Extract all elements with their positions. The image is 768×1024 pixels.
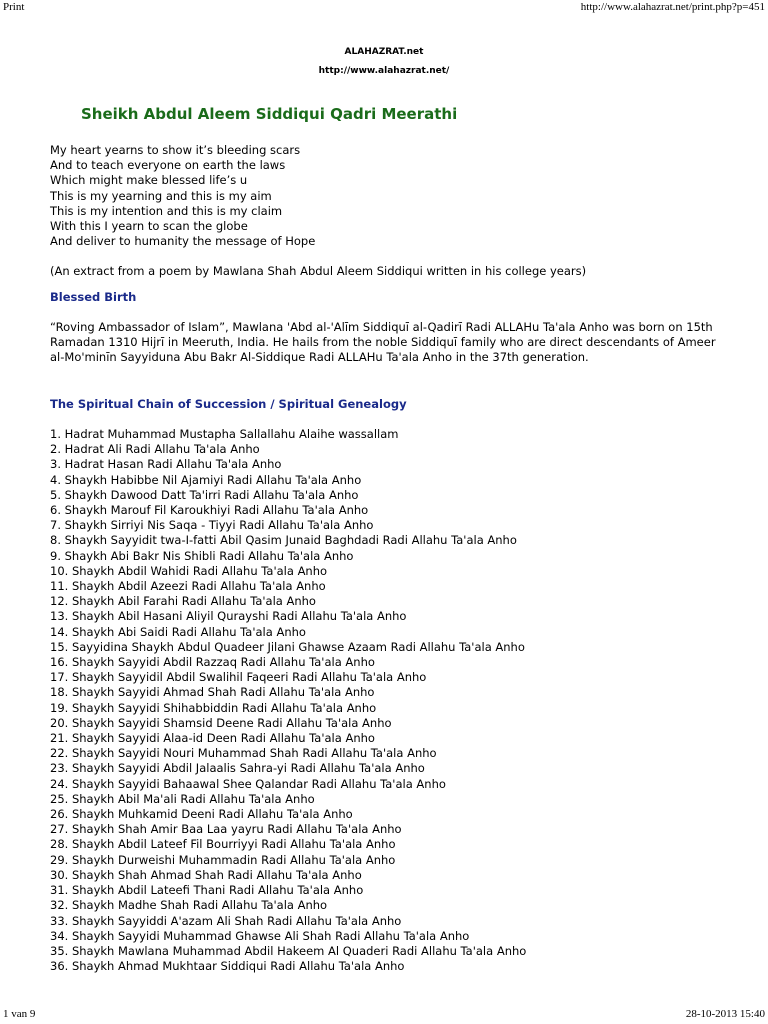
- site-url[interactable]: http://www.alahazrat.net/: [318, 66, 450, 76]
- poem-line: My heart yearns to show it’s bleeding scars: [50, 143, 301, 157]
- list-item: 4. Shaykh Habibbe Nil Ajamiyi Radi Allahu Ta'ala Anho: [50, 472, 362, 487]
- list-item: 21. Shaykh Sayyidi Alaa-id Deen Radi Allahu Ta'ala Anho: [50, 731, 375, 746]
- list-item: 8. Shaykh Sayyidit twa-I-fatti Abil Qasim Junaid Baghdadi Radi Allahu Ta'ala Anho: [50, 533, 517, 548]
- poem-line: With this I yearn to scan the globe: [50, 219, 248, 234]
- list-item: 3. Hadrat Hasan Radi Allahu Ta'ala Anho: [50, 457, 282, 472]
- list-item: 30. Shaykh Shah Ahmad Shah Radi Allahu Ta'ala Anho: [50, 867, 362, 882]
- poem-line: This is my intention and this is my claim: [50, 203, 283, 218]
- list-item: 13. Shaykh Abil Hasani Aliyil Qurayshi Radi Allahu Ta'ala Anho: [50, 609, 407, 624]
- poem-line: And to teach everyone on earth the laws: [50, 158, 286, 173]
- list-item: 10. Shaykh Abdil Wahidi Radi Allahu Ta'ala Anho: [50, 563, 328, 578]
- poem-line: And deliver to humanity the message of Hope: [50, 234, 316, 249]
- print-footer-page: 1 van 9: [3, 1008, 36, 1020]
- list-item: 17. Shaykh Sayyidil Abdil Swalihil Faqeeri Radi Allahu Ta'ala Anho: [50, 670, 427, 685]
- print-header-title: Print: [3, 1, 25, 13]
- list-item: 32. Shaykh Madhe Shah Radi Allahu Ta'ala Anho: [50, 898, 328, 913]
- spiritual-chain-list: [50, 427, 730, 974]
- list-item: 26. Shaykh Muhkamid Deeni Radi Allahu Ta'ala Anho: [50, 807, 353, 822]
- print-header-url: http://www.alahazrat.net/print.php?p=451: [580, 1, 765, 13]
- list-item: 31. Shaykh Abdil Lateefi Thani Radi Allahu Ta'ala Anho: [50, 883, 364, 898]
- list-item: 23. Shaykh Sayyidi Abdil Jalaalis Sahra-yi Radi Allahu Ta'ala Anho: [50, 761, 425, 776]
- list-item: 7. Shaykh Sirriyi Nis Saqa - Tiyyi Radi Allahu Ta'ala Anho: [50, 518, 374, 533]
- list-item: 34. Shaykh Sayyidi Muhammad Ghawse Ali Shah Radi Allahu Ta'ala Anho: [50, 928, 470, 943]
- list-item: 6. Shaykh Marouf Fil Karoukhiyi Radi Allahu Ta'ala Anho: [50, 503, 369, 518]
- poem-extract-note: (An extract from a poem by Mawlana Shah Abdul Aleem Siddiqui written in his college years): [50, 264, 587, 278]
- list-item: 25. Shaykh Abil Ma'ali Radi Allahu Ta'ala Anho: [50, 791, 315, 806]
- list-item: 24. Shaykh Sayyidi Bahaawal Shee Qalandar Radi Allahu Ta'ala Anho: [50, 776, 446, 791]
- section-heading-spiritual-chain: The Spiritual Chain of Succession / Spiritual Genealogy: [50, 397, 407, 411]
- poem-line: This is my yearning and this is my aim: [50, 188, 272, 203]
- site-name: ALAHAZRAT.net: [344, 47, 424, 57]
- list-item: 12. Shaykh Abil Farahi Radi Allahu Ta'ala Anho: [50, 594, 316, 609]
- list-item: 28. Shaykh Abdil Lateef Fil Bourriyyi Radi Allahu Ta'ala Anho: [50, 837, 396, 852]
- list-item: 2. Hadrat Ali Radi Allahu Ta'ala Anho: [50, 442, 260, 457]
- list-item: 22. Shaykh Sayyidi Nouri Muhammad Shah Radi Allahu Ta'ala Anho: [50, 746, 437, 761]
- list-item: 9. Shaykh Abi Bakr Nis Shibli Radi Allahu Ta'ala Anho: [50, 548, 354, 563]
- list-item: 19. Shaykh Sayyidi Shihabbiddin Radi Allahu Ta'ala Anho: [50, 700, 377, 715]
- list-item: 36. Shaykh Ahmad Mukhtaar Siddiqui Radi Allahu Ta'ala Anho: [50, 959, 405, 974]
- list-item: 11. Shaykh Abdil Azeezi Radi Allahu Ta'ala Anho: [50, 579, 326, 594]
- list-item: 35. Shaykh Mawlana Muhammad Abdil Hakeem Al Quaderi Radi Allahu Ta'ala Anho: [50, 943, 527, 958]
- list-item: 16. Shaykh Sayyidi Abdil Razzaq Radi Allahu Ta'ala Anho: [50, 655, 375, 670]
- list-item: 15. Sayyidina Shaykh Abdul Quadeer Jilani Ghawse Azaam Radi Allahu Ta'ala Anho: [50, 639, 525, 654]
- poem-block: [50, 143, 730, 249]
- list-item: 14. Shaykh Abi Saidi Radi Allahu Ta'ala Anho: [50, 624, 306, 639]
- list-item: 5. Shaykh Dawood Datt Ta'irri Radi Allahu Ta'ala Anho: [50, 487, 359, 502]
- list-item: 1. Hadrat Muhammad Mustapha Sallallahu Alaihe wassallam: [50, 427, 399, 441]
- list-item: 18. Shaykh Sayyidi Ahmad Shah Radi Allahu Ta'ala Anho: [50, 685, 375, 700]
- print-footer-datetime: 28-10-2013 15:40: [685, 1008, 765, 1020]
- section-heading-blessed-birth: Blessed Birth: [50, 290, 137, 304]
- list-item: 33. Shaykh Sayyiddi A'azam Ali Shah Radi Allahu Ta'ala Anho: [50, 913, 402, 928]
- list-item: 29. Shaykh Durweishi Muhammadin Radi Allahu Ta'ala Anho: [50, 852, 396, 867]
- birth-paragraph: “Roving Ambassador of Islam”, Mawlana 'Abd al-'Alīm Siddiquī al-Qadirī Radi ALLAHu Ta'ala Anho was born on 15th Ramadan 1310 Hijrī in Meeruth, India. He hails from the noble Siddiquī family who are direct descendants of Ameer al-Mo'minīn Sayyiduna Abu Bakr Al-Siddique Radi ALLAHu Ta'ala Anho in the 37th generation.: [50, 320, 716, 365]
- poem-line: Which might make blessed life’s u: [50, 173, 248, 188]
- list-item: 20. Shaykh Sayyidi Shamsid Deene Radi Allahu Ta'ala Anho: [50, 715, 392, 730]
- page-title: Sheikh Abdul Aleem Siddiqui Qadri Meerathi: [81, 105, 458, 123]
- list-item: 27. Shaykh Shah Amir Baa Laa yayru Radi Allahu Ta'ala Anho: [50, 822, 402, 837]
